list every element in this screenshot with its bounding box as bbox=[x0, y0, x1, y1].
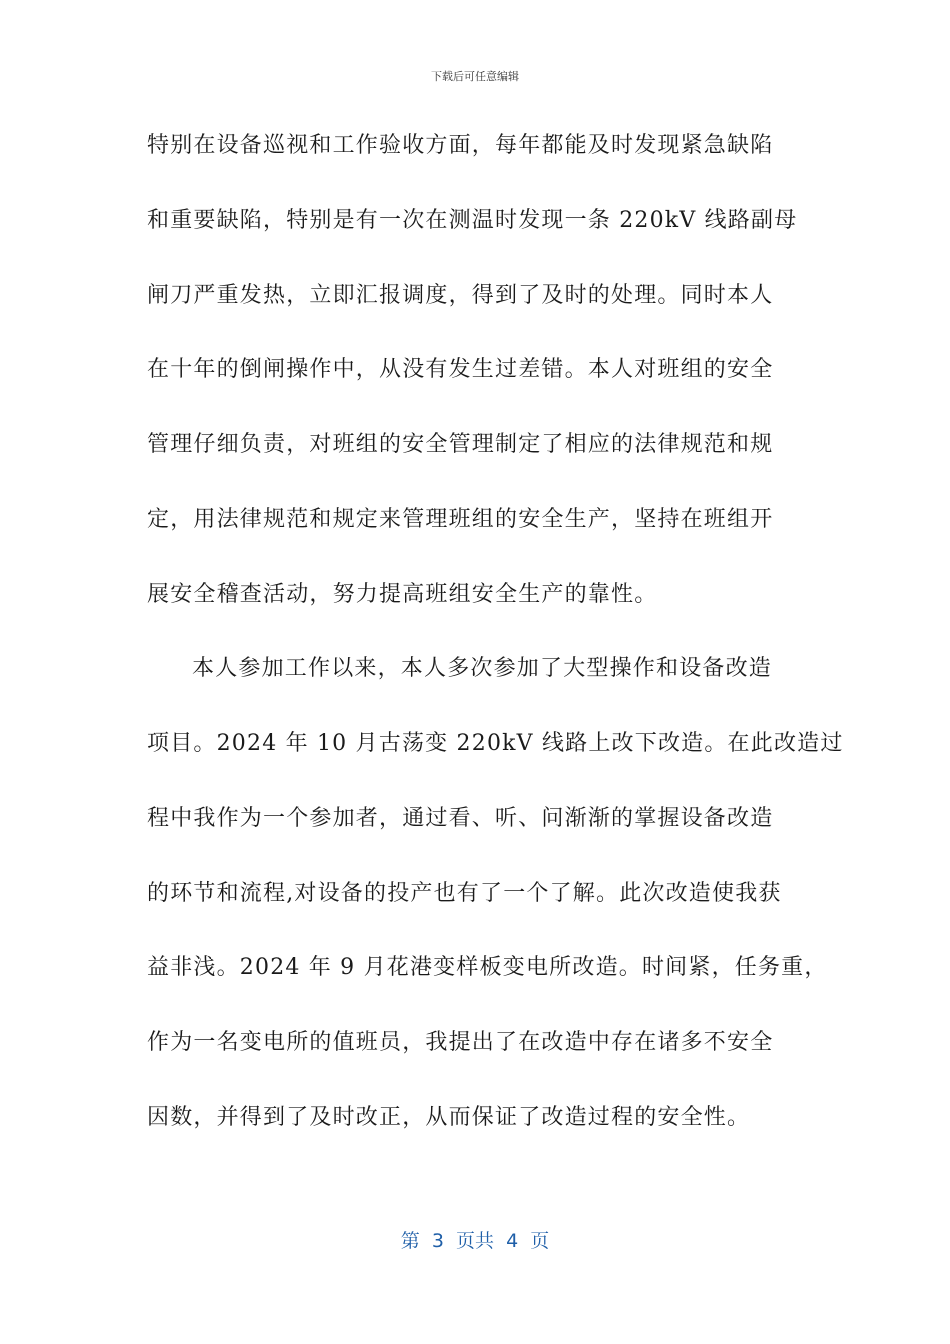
header-note: 下载后可任意编辑 bbox=[431, 70, 519, 83]
text-line: 特别在设备巡视和工作验收方面，每年都能及时发现紧急缺陷 bbox=[147, 133, 774, 158]
text-line: 在十年的倒闸操作中，从没有发生过差错。本人对班组的安全 bbox=[147, 357, 774, 382]
text-line: 的环节和流程,对设备的投产也有了一个了解。此次改造使我获 bbox=[147, 881, 782, 906]
text-line: 作为一名变电所的值班员，我提出了在改造中存在诸多不安全 bbox=[147, 1030, 774, 1055]
text-line: 项目。2024 年 10 月古荡变 220kV 线路上改下改造。在此改造过 bbox=[147, 731, 844, 756]
text-line: 程中我作为一个参加者，通过看、听、问渐渐的掌握设备改造 bbox=[147, 806, 774, 831]
text-line: 管理仔细负责，对班组的安全管理制定了相应的法律规范和规 bbox=[147, 432, 774, 457]
text-line: 展安全稽查活动，努力提高班组安全生产的靠性。 bbox=[147, 582, 658, 607]
text-line: 因数，并得到了及时改正，从而保证了改造过程的安全性。 bbox=[147, 1105, 751, 1130]
text-line: 本人参加工作以来，本人多次参加了大型操作和设备改造 bbox=[192, 656, 773, 681]
text-line: 闸刀严重发热，立即汇报调度，得到了及时的处理。同时本人 bbox=[147, 283, 774, 308]
text-line: 定，用法律规范和规定来管理班组的安全生产，坚持在班组开 bbox=[147, 507, 774, 532]
page-number-footer: 第 3 页共 4 页 bbox=[400, 1230, 550, 1252]
text-line: 益非浅。2024 年 9 月花港变样板变电所改造。时间紧，任务重， bbox=[147, 955, 828, 980]
text-line: 和重要缺陷，特别是有一次在测温时发现一条 220kV 线路副母 bbox=[147, 208, 798, 233]
